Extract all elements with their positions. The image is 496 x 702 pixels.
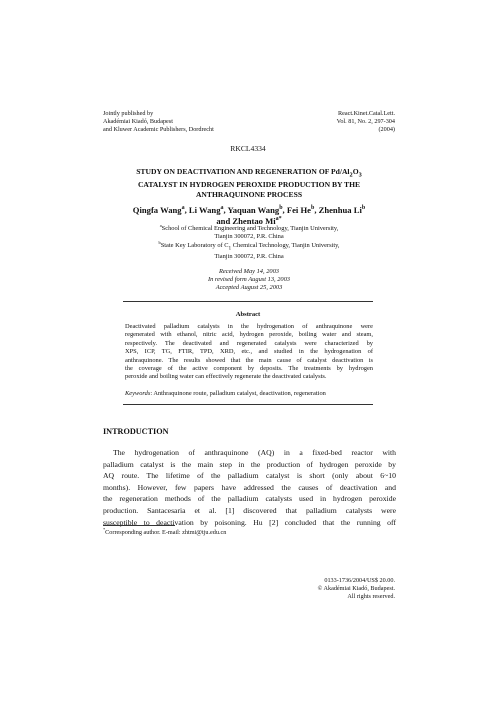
abstract-bottom-rule bbox=[123, 404, 373, 405]
rights-line: All rights reserved. bbox=[347, 593, 395, 600]
publisher-line: Akadémiai Kiadó, Budapest bbox=[103, 118, 173, 125]
publisher-line: Jointly published by bbox=[103, 110, 154, 117]
title-line: STUDY ON DEACTIVATION AND REGENERATION OF $Pd/Al_2O_3$ bbox=[136, 167, 362, 179]
citation-line: React.Kinet.Catal.Lett. bbox=[337, 110, 395, 117]
body-line: AQ route. The lifetime of the palladium catalyst is short (only about 6~10 bbox=[103, 471, 396, 481]
abstract-line: regenerated with ethanol, nitric acid, hydrogen peroxide, boiling water and steam, bbox=[125, 331, 373, 339]
affiliation-b: $^b$State Key Laboratory of $C_1$ Chemical Technology, Tianjin University, bbox=[158, 239, 340, 252]
footnote: *Corresponding author. E-mail: zhtmi@tju.edu.cn bbox=[103, 526, 227, 536]
publisher-line: and Kluwer Academic Publishers, Dordrecht bbox=[103, 126, 214, 133]
abstract-top-rule bbox=[123, 301, 373, 302]
abstract-heading: Abstract bbox=[235, 311, 261, 318]
keywords-text: : Anthraquinone route, palladium catalyst, deactivation, regeneration bbox=[150, 390, 326, 397]
section-heading: INTRODUCTION bbox=[103, 427, 169, 436]
abstract-body bbox=[125, 323, 373, 382]
paper-title bbox=[103, 167, 395, 199]
title-line: ANTHRAQUINONE PROCESS bbox=[195, 189, 303, 199]
accepted-date: Accepted August 25, 2003 bbox=[215, 284, 283, 292]
abstract-line: the coverage of the active component by deposits. The treatments by hydrogen bbox=[125, 365, 373, 373]
copyright-block bbox=[245, 577, 395, 601]
abstract-line: XPS, ICP, TG, FTIR, TPD, XRD, etc., and studied in the hydrogenation of bbox=[125, 348, 373, 356]
body-line: The hydrogenation of anthraquinone (AQ) in a fixed-bed reactor with bbox=[113, 448, 396, 457]
abstract-line: peroxide and boiling water can effectively regenerate the deactivated catalysts. bbox=[125, 373, 327, 381]
keywords bbox=[125, 390, 375, 397]
issn-line: 0133-1736/2004/US$ 20.00. bbox=[324, 577, 395, 584]
article-code: RKCL4334 bbox=[230, 144, 266, 153]
revised-date: In revised form August 13, 2003 bbox=[207, 276, 290, 284]
body-line: production. Santacesaria et al. [1] discovered that palladium catalysts were bbox=[103, 505, 396, 515]
affiliation-a-city: Tianjin 300072, P.R. China bbox=[214, 233, 284, 241]
body-line: susceptible to deactivation by poisoning. Hu [2] concluded that the running off bbox=[103, 517, 396, 527]
copyright-line: © Akadémiai Kiadó, Budapest. bbox=[317, 585, 395, 592]
affiliations bbox=[103, 222, 395, 261]
keywords-label: Keywords bbox=[125, 390, 151, 397]
abstract-line: respectively. The deactivated and regenerated catalysts were characterized by bbox=[125, 339, 373, 347]
received-date: Received May 14, 2003 bbox=[219, 268, 279, 275]
introduction-body bbox=[103, 447, 396, 528]
affiliation-a: $^a$School of Chemical Engineering and Technology, Tianjin University, bbox=[159, 222, 339, 232]
author-line: and Zhentao $Mi^{a*}$ bbox=[216, 215, 282, 226]
body-line: the regeneration methods of the palladium catalysts used in hydrogen peroxide bbox=[103, 494, 396, 504]
citation-line: (2004) bbox=[378, 126, 395, 133]
footnote-rule bbox=[103, 525, 175, 526]
citation-line: Vol. 81, No. 2, 297-304 bbox=[336, 118, 395, 125]
author-line: Qingfa Wang$^a$, Li Wang$^a$, Yaquan Wang$^b$, Fei He$^b$, Zhenhua Li$^b$ bbox=[132, 205, 366, 215]
author-list bbox=[103, 205, 395, 226]
title-line: CATALYST IN HYDROGEN PEROXIDE PRODUCTION BY THE bbox=[137, 180, 361, 190]
journal-citation bbox=[245, 110, 395, 134]
body-line: months). However, few papers have addressed the causes of deactivation and bbox=[103, 482, 396, 492]
abstract-line: anthraquinone. The results showed that the main cause of catalyst deactivation is bbox=[125, 356, 373, 364]
submission-dates bbox=[103, 268, 395, 293]
affiliation-b-city: Tianjin 300072, P.R. China bbox=[214, 252, 284, 260]
abstract-line: Deactivated palladium catalysts in the hydrogenation of anthraquinone were bbox=[125, 323, 373, 330]
body-line: palladium catalyst is the main step in the production of hydrogen peroxide by bbox=[103, 459, 396, 469]
